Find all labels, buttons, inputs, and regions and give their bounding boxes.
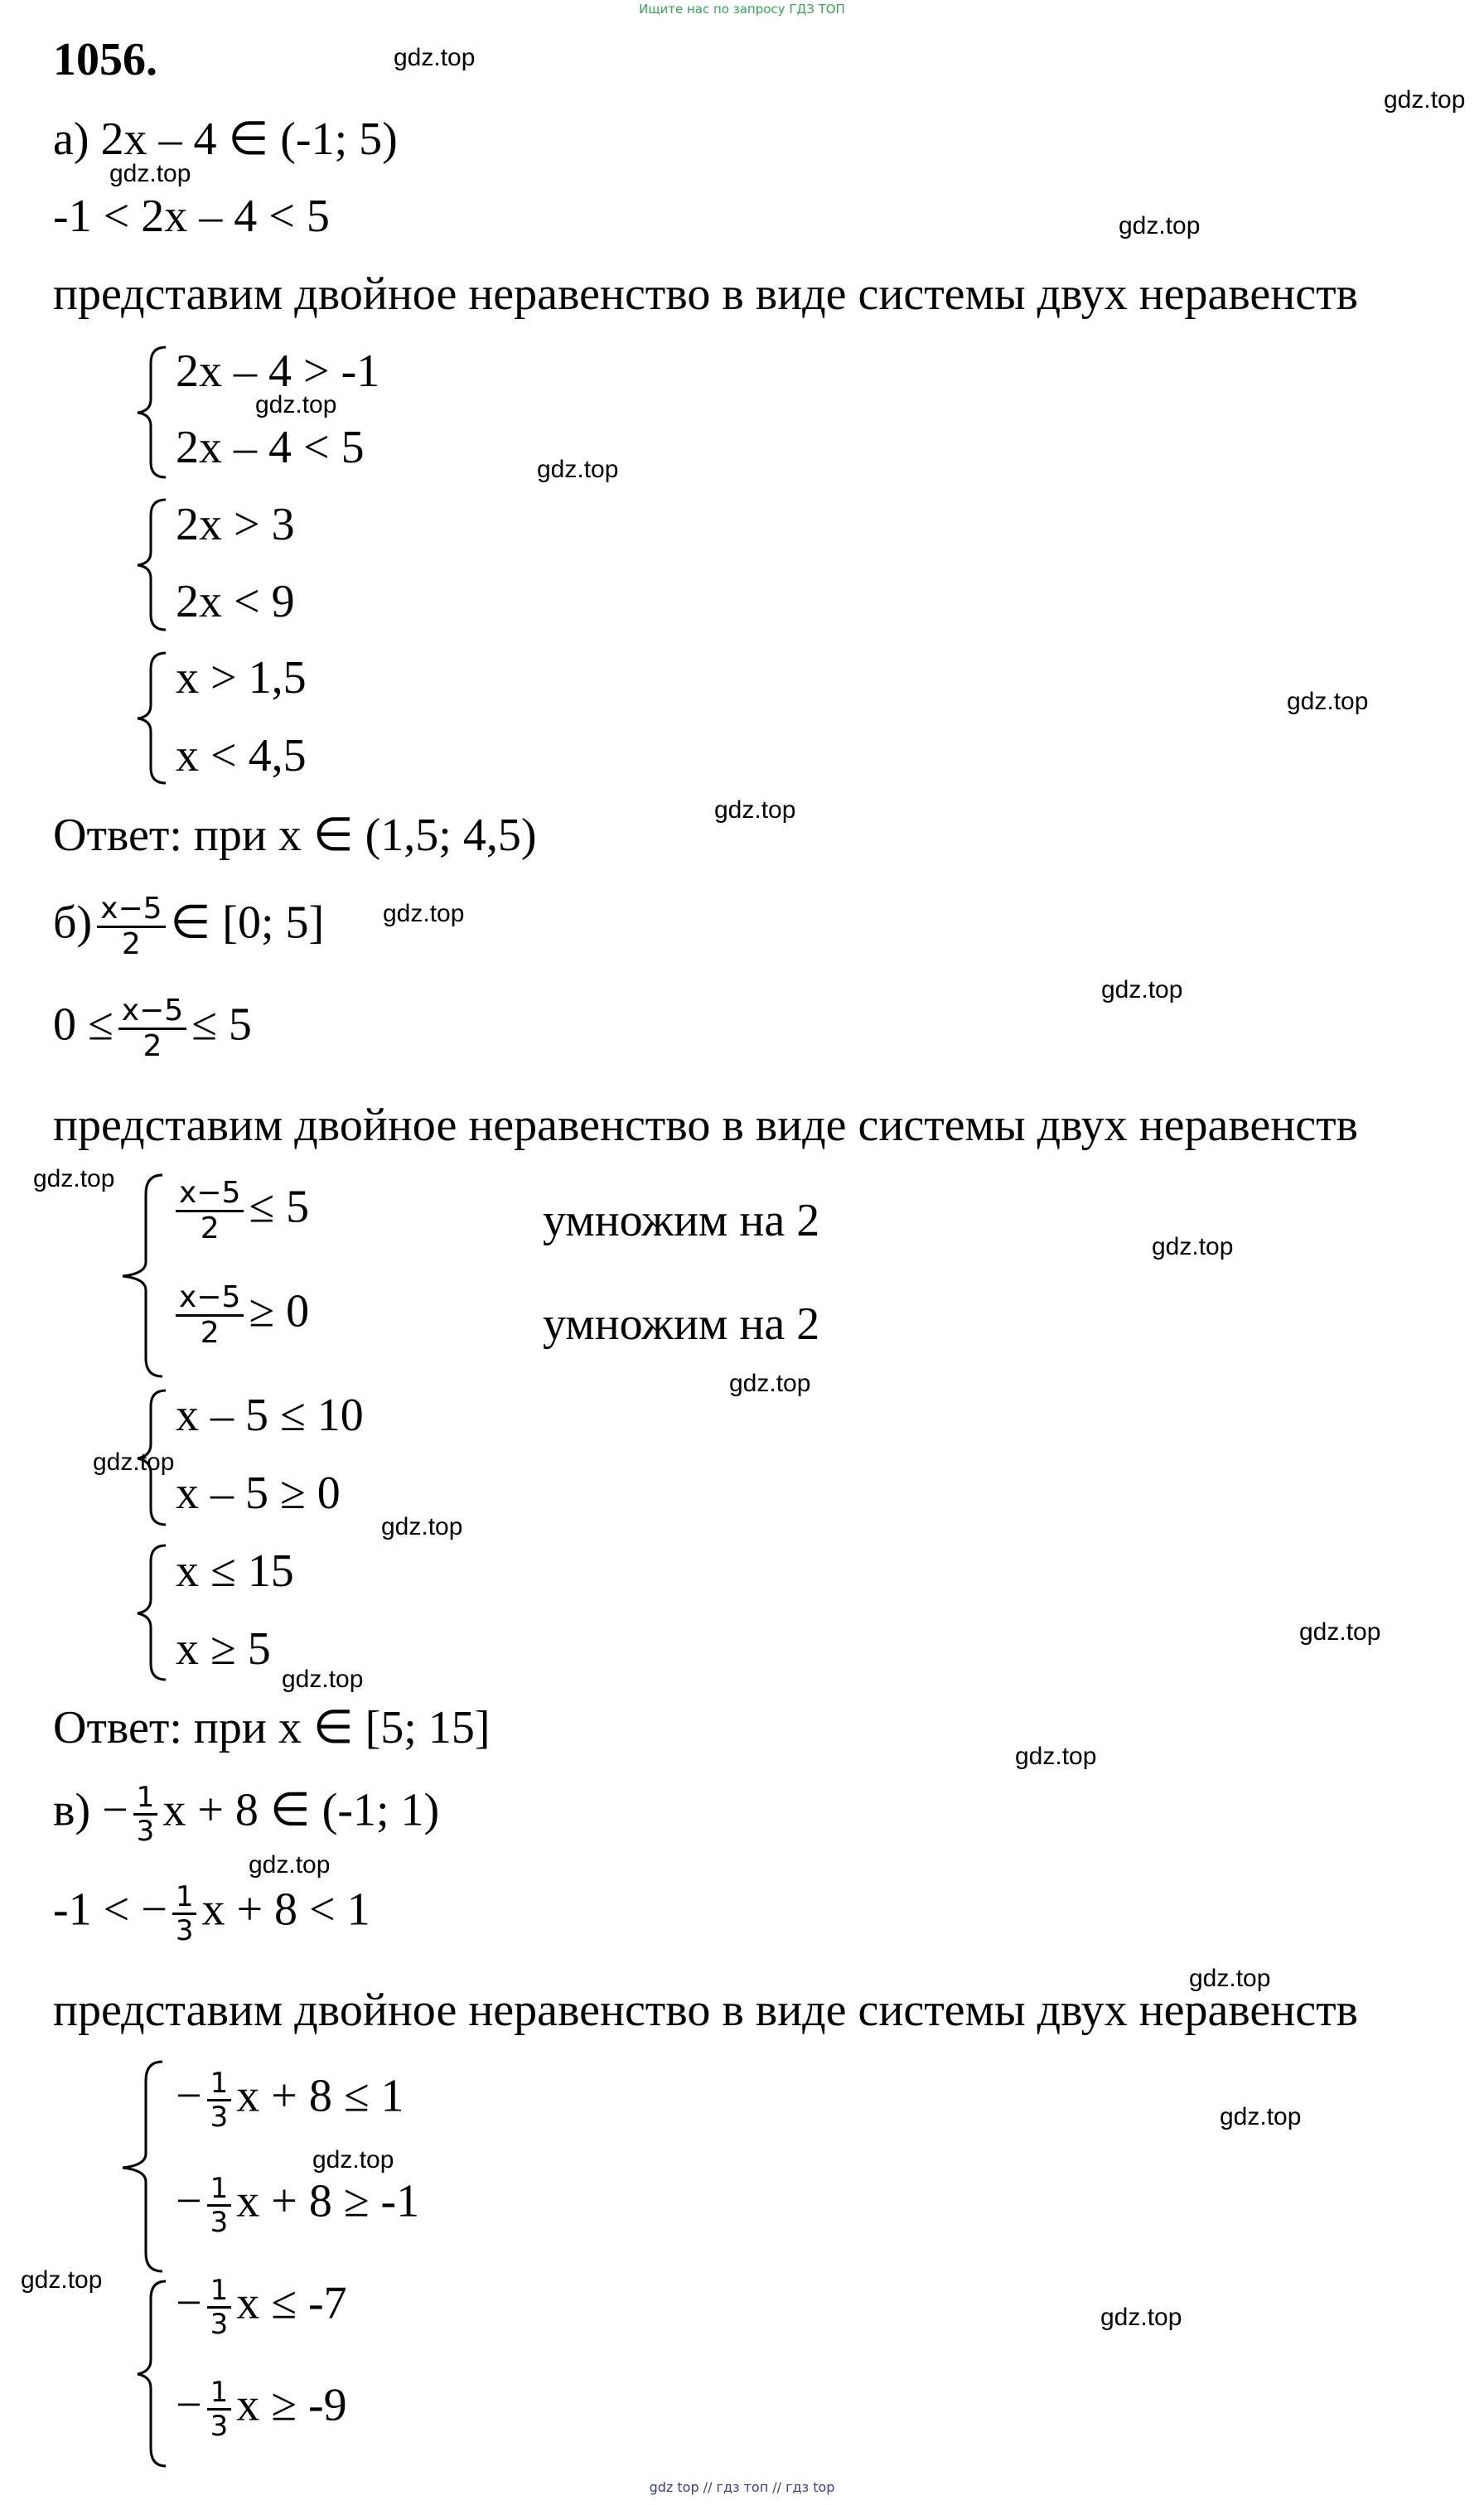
watermark: gdz.top	[93, 1448, 175, 1476]
part-b-note2: умножим на 2	[543, 1298, 820, 1350]
watermark: gdz.top	[1189, 1965, 1271, 1992]
part-c-sys2-ineq2	[176, 2377, 347, 2442]
top-banner[interactable]: Ищите нас по запросу ГДЗ ТОП	[639, 2, 845, 17]
minus-sign: −	[176, 2070, 202, 2122]
watermark: gdz.top	[1015, 1743, 1097, 1770]
watermark: gdz.top	[312, 2146, 394, 2174]
fraction-numerator: 1	[207, 2377, 232, 2411]
watermark: gdz.top	[1287, 688, 1369, 715]
minus-sign: −	[176, 2379, 202, 2431]
minus-sign: −	[176, 2277, 202, 2329]
minus-sign: −	[176, 2175, 202, 2227]
fraction-denominator: 3	[175, 1914, 194, 1948]
part-b-line2-right: ≤ 5	[191, 999, 252, 1051]
watermark: gdz.top	[1100, 2304, 1182, 2331]
part-c-interval: x + 8 ∈ (-1; 1)	[162, 1784, 440, 1836]
brace-icon	[133, 2279, 174, 2469]
brace-icon	[133, 497, 174, 634]
brace-icon	[133, 650, 174, 787]
fraction	[172, 1881, 197, 1946]
fraction	[207, 2377, 232, 2442]
fraction	[207, 2173, 232, 2238]
fraction-denominator: 3	[136, 1815, 155, 1849]
part-c-line2-right: x + 8 < 1	[201, 1884, 370, 1936]
fraction-denominator: 3	[210, 2101, 229, 2135]
fraction-numerator: x−5	[97, 892, 165, 928]
watermark: gdz.top	[381, 1513, 463, 1540]
part-b-line2	[53, 994, 252, 1064]
part-c-line2-left: -1 < −	[53, 1884, 167, 1936]
fraction-denominator: 2	[200, 1316, 220, 1351]
part-b-note1: умножим на 2	[543, 1195, 820, 1246]
part-b-sys1-ineq2	[176, 1281, 309, 1351]
fraction-numerator: x−5	[118, 994, 186, 1030]
part-c-sys2-ineq1	[176, 2275, 347, 2340]
watermark: gdz.top	[109, 160, 191, 187]
part-b-sys1-ineq1-rhs: ≤ 5	[249, 1181, 310, 1233]
problem-number: 1056.	[53, 34, 157, 85]
part-b-sys3-ineq1: x ≤ 15	[176, 1545, 294, 1597]
part-a-answer: Ответ: при x ∈ (1,5; 4,5)	[53, 810, 537, 861]
watermark: gdz.top	[1119, 212, 1201, 239]
fraction-denominator: 2	[143, 1029, 162, 1064]
part-a-sys2-ineq1: 2x > 3	[176, 499, 295, 550]
part-b-interval: ∈ [0; 5]	[170, 897, 325, 949]
part-b-sys2-ineq1: x – 5 ≤ 10	[176, 1390, 364, 1441]
fraction-numerator: x−5	[176, 1281, 244, 1317]
part-c-explanation: представим двойное неравенство в виде системы двух неравенств	[53, 1985, 1358, 2036]
bottom-banner[interactable]: gdz top // гдз топ // гдз top	[649, 2479, 835, 2495]
part-c-label: в) −	[53, 1784, 128, 1836]
fraction	[97, 892, 165, 962]
part-a-line2: -1 < 2x – 4 < 5	[53, 191, 330, 242]
part-c-sys1-ineq2-rest: x + 8 ≥ -1	[236, 2175, 420, 2227]
watermark: gdz.top	[282, 1666, 364, 1693]
part-c-sys1-ineq2	[176, 2173, 419, 2238]
fraction-denominator: 3	[210, 2206, 229, 2240]
part-a-line1: а) 2x – 4 ∈ (-1; 5)	[53, 114, 398, 165]
fraction	[207, 2275, 232, 2340]
watermark: gdz.top	[33, 1165, 115, 1192]
brace-icon	[116, 2059, 174, 2275]
part-b-line2-left: 0 ≤	[53, 999, 114, 1051]
watermark: gdz.top	[394, 44, 476, 71]
watermark: gdz.top	[1299, 1618, 1381, 1646]
watermark: gdz.top	[21, 2266, 103, 2294]
part-c-line2	[53, 1881, 370, 1946]
part-a-explanation: представим двойное неравенство в виде системы двух неравенств	[53, 268, 1358, 320]
part-c-sys1-ineq1	[176, 2067, 404, 2133]
fraction-denominator: 3	[210, 2410, 229, 2444]
part-b-sys1-ineq2-rhs: ≥ 0	[249, 1285, 310, 1337]
fraction-numerator: x−5	[176, 1177, 244, 1212]
part-c-sys2-ineq2-rest: x ≥ -9	[236, 2379, 347, 2431]
part-b-line1	[53, 892, 324, 962]
watermark: gdz.top	[383, 900, 465, 927]
brace-icon	[133, 1543, 174, 1684]
part-b-sys3-ineq2: x ≥ 5	[176, 1623, 271, 1675]
fraction	[176, 1177, 244, 1246]
watermark: gdz.top	[729, 1370, 811, 1397]
fraction	[176, 1281, 244, 1351]
fraction-numerator: 1	[207, 2067, 232, 2101]
fraction-numerator: 1	[172, 1881, 197, 1915]
part-c-sys1-ineq1-rest: x + 8 ≤ 1	[236, 2070, 404, 2122]
fraction	[207, 2067, 232, 2133]
fraction-numerator: 1	[207, 2173, 232, 2207]
fraction-denominator: 2	[200, 1211, 220, 1246]
part-a-sys1-ineq1: 2x – 4 > -1	[176, 346, 380, 397]
part-a-sys1-ineq2: 2x – 4 < 5	[176, 422, 365, 473]
watermark: gdz.top	[1220, 2103, 1302, 2130]
part-b-explanation: представим двойное неравенство в виде системы двух неравенств	[53, 1100, 1358, 1151]
part-c-sys2-ineq1-rest: x ≤ -7	[236, 2277, 347, 2329]
watermark: gdz.top	[1101, 976, 1183, 1003]
watermark: gdz.top	[714, 796, 796, 824]
part-b-answer: Ответ: при x ∈ [5; 15]	[53, 1702, 491, 1753]
watermark: gdz.top	[255, 391, 337, 418]
watermark: gdz.top	[1152, 1233, 1234, 1260]
part-b-label: б)	[53, 897, 93, 949]
part-a-sys2-ineq2: 2x < 9	[176, 576, 295, 627]
fraction-denominator: 2	[121, 927, 141, 962]
watermark: gdz.top	[1384, 86, 1466, 114]
fraction-numerator: 1	[133, 1782, 158, 1816]
part-a-sys3-ineq1: x > 1,5	[176, 652, 307, 704]
fraction	[118, 994, 186, 1064]
part-b-sys1-ineq1	[176, 1177, 309, 1246]
fraction-numerator: 1	[207, 2275, 232, 2309]
part-a-sys3-ineq2: x < 4,5	[176, 730, 307, 781]
brace-icon	[133, 345, 174, 481]
part-b-sys2-ineq2: x – 5 ≥ 0	[176, 1468, 341, 1519]
fraction-denominator: 3	[210, 2308, 229, 2342]
brace-icon	[116, 1173, 174, 1380]
watermark: gdz.top	[537, 456, 619, 483]
watermark: gdz.top	[249, 1851, 331, 1879]
fraction	[133, 1782, 158, 1847]
part-c-line1	[53, 1782, 439, 1847]
